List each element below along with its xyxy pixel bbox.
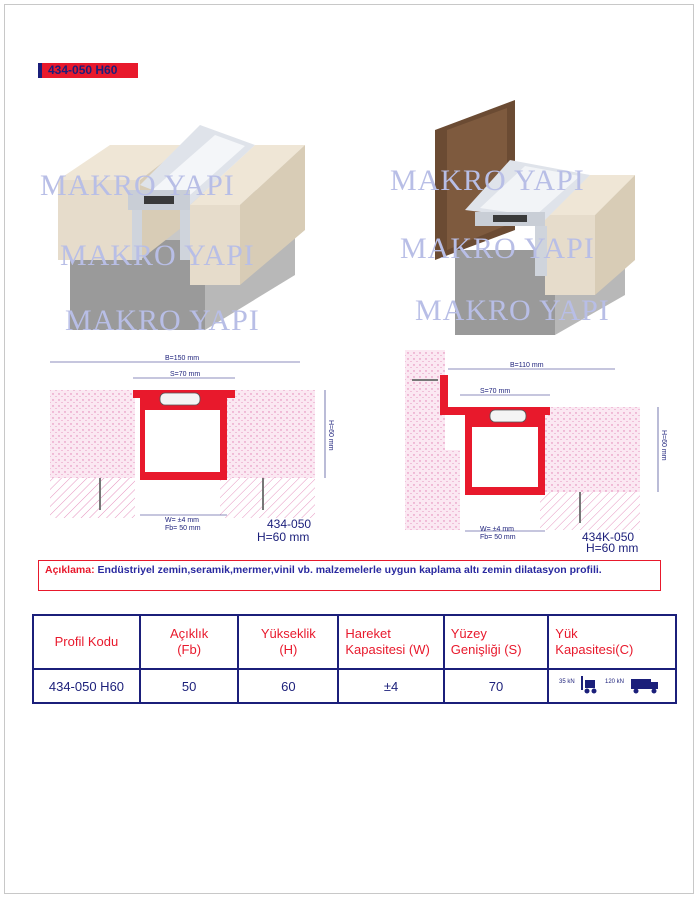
dim-b: B=150 mm [165, 355, 200, 362]
dim-h: H=60 mm [327, 420, 334, 451]
product-code: 434-050 H60 [48, 63, 118, 77]
dim-s: S=70 mm [170, 371, 201, 378]
description-box [38, 560, 661, 591]
watermark-text: MAKRO YAPI [60, 239, 255, 272]
model-height: H=60 mm [257, 530, 310, 544]
dim-h: H=60 mm [660, 430, 667, 461]
watermark-text: MAKRO YAPI [40, 169, 235, 202]
cell-load [548, 669, 676, 703]
cell-h: 60 [238, 669, 338, 703]
watermark-text: MAKRO YAPI [390, 164, 585, 197]
cell-s: 70 [444, 669, 549, 703]
header-profil-kodu: Profil Kodu [33, 615, 140, 669]
header-aciklik: Açıklık (Fb) [140, 615, 238, 669]
header-hareket: Hareket Kapasitesi (W) [338, 615, 443, 669]
drawing-right [400, 345, 670, 555]
illustration-left [40, 100, 315, 345]
cell-code: 434-050 H60 [33, 669, 140, 703]
illustration-right [385, 100, 665, 345]
product-code-tag [38, 63, 138, 78]
forklift-icon [581, 676, 597, 694]
dim-fb: Fb= 50 mm [165, 525, 201, 532]
load-large-label: 120 kN [605, 678, 625, 685]
table-header-row [33, 615, 676, 669]
description-label: Açıklama: [45, 564, 95, 576]
watermark-text: MAKRO YAPI [415, 294, 610, 327]
table-row [33, 669, 676, 703]
dim-w: W= ±4 mm [165, 517, 199, 524]
truck-icon [631, 679, 658, 694]
model-label: 434-050 [267, 517, 312, 531]
load-small-label: 35 kN [559, 678, 575, 685]
description-text: Endüstriyel zemin,seramik,mermer,vinil vb. malzemelerle uygun kaplama altı zemin dilatasyon profili. [94, 564, 602, 576]
dim-w: W= ±4 mm [480, 526, 514, 533]
header-yukseklik: Yükseklik (H) [238, 615, 338, 669]
dim-fb: Fb= 50 mm [480, 534, 516, 541]
header-yuk: Yük Kapasitesi(C) [548, 615, 676, 669]
header-yuzey: Yüzey Genişliği (S) [444, 615, 549, 669]
watermark-text: MAKRO YAPI [65, 304, 260, 337]
cell-w: ±4 [338, 669, 443, 703]
watermark-text: MAKRO YAPI [400, 232, 595, 265]
dim-b: B=110 mm [510, 362, 544, 369]
cell-fb: 50 [140, 669, 238, 703]
load-icons [557, 674, 667, 696]
spec-table [32, 614, 677, 704]
model-height: H=60 mm [586, 541, 639, 555]
drawing-left [45, 350, 345, 550]
dim-s: S=70 mm [480, 388, 511, 395]
model-label: 434K-050 [582, 530, 635, 544]
